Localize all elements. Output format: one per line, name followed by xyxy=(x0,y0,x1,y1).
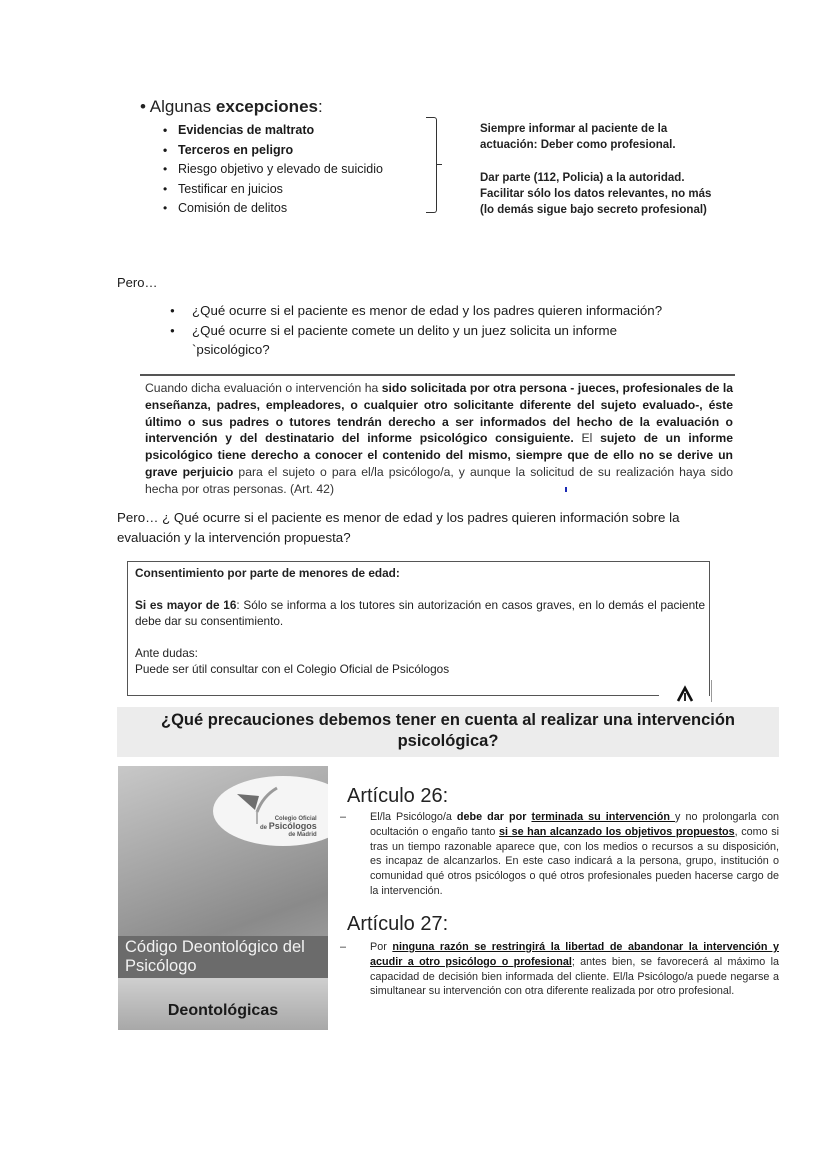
divider xyxy=(140,374,735,376)
exceptions-note-report: Dar parte (112, Policia) a la autoridad. Facilitar sólo los datos relevantes, no más (lo demás sigue bajo secreto profesional) xyxy=(480,172,712,216)
cover-subtitle: Deontológicas xyxy=(167,1002,279,1019)
caret-up-icon xyxy=(675,684,695,704)
pero-question-minors: Pero… ¿ Qué ocurre si el paciente es menor de edad y los padres quieren información sobre la evaluación y la intervención propuesta? xyxy=(117,510,680,545)
stray-mark xyxy=(565,487,567,492)
cover-title: Código Deontológico del Psicólogo xyxy=(125,938,305,975)
bullet: • xyxy=(140,97,146,116)
right-brace xyxy=(426,117,437,213)
book-cover-image xyxy=(118,766,328,1030)
article-42-excerpt: Cuando dicha evaluación o intervención ha sido solicitada por otra persona - jueces, profesionales de la enseñanza, padres, empleadores, o cualquier otro solicitante diferente del sujeto evaluado-, éste último o sus padres o tutores tendrán derecho a ser informados del hecho de la evaluación o intervención y del destinatario del informe psicológico consiguiente. El sujeto de un informe psicológico tiene derecho a conocer el contenido del mismo, siempre que de ello no se derive un grave perjuicio para el sujeto o para el/la psicólogo/a, y aunque la solicitud de su realización haya sido hecha por otras personas. (Art. 42) xyxy=(145,381,734,496)
doubts-text: Puede ser útil consultar con el Colegio Oficial de Psicólogos xyxy=(135,662,450,676)
consent-box-bottom-border xyxy=(127,695,659,696)
exceptions-title: • Algunas excepciones: xyxy=(140,97,323,116)
list-item: ● ¿Qué ocurre si el paciente es menor de edad y los padres quieren información? xyxy=(170,301,690,321)
logo-text: Colegio Oficial de Psicólogos de Madrid xyxy=(260,816,317,838)
list-item: • Evidencias de maltrato xyxy=(163,121,383,141)
exceptions-note-inform: Siempre informar al paciente de la actuación: Deber como profesional. xyxy=(480,123,676,151)
margin-line xyxy=(711,680,712,702)
doubts-label: Ante dudas: xyxy=(135,646,198,660)
list-item: • Riesgo objetivo y elevado de suicidio xyxy=(163,160,383,180)
list-item: • Terceros en peligro xyxy=(163,141,383,161)
article-27-heading: Artículo 27: xyxy=(347,913,449,935)
consent-rule: Si es mayor de 16: Sólo se informa a los tutores sin autorización en casos graves, en lo demás el paciente debe dar su consentimiento. xyxy=(135,598,705,628)
article-26-body: – El/la Psicólogo/a debe dar por terminada su intervención y no prolongarla con ocultación o engaño tanto si se han alcanzado los objetivos propuestos, como si tras un tiempo razonable aparece que, con los medios o recursos a su disposición, es incapaz de alcanzarlos. En este caso indicará a la persona, grupo, institución o comunidad qué otros psicólogos o qué otros profesionales pueden hacerse cargo de la intervención. xyxy=(340,811,779,897)
pero-questions xyxy=(170,301,690,360)
list-item: • Comisión de delitos xyxy=(163,199,383,219)
consent-heading: Consentimiento por parte de menores de edad: xyxy=(135,566,400,580)
exceptions-list xyxy=(163,121,383,219)
list-item: • Testificar en juicios xyxy=(163,180,383,200)
list-item: ● ¿Qué ocurre si el paciente comete un delito y un juez solicita un informe `psicológico? xyxy=(170,321,690,360)
article-26-heading: Artículo 26: xyxy=(347,785,449,807)
precautions-heading: ¿Qué precauciones debemos tener en cuenta al realizar una intervención psicológica? xyxy=(160,711,736,750)
consent-box-content xyxy=(135,565,705,677)
article-27-body: – Por ninguna razón se restringirá la libertad de abandonar la intervención y acudir a otro psicólogo o profesional; antes bien, se favorecerá al máximo la capacidad de decisión bien informada del cliente. El/la Psicólogo/a puede negarse a simultanear su intervención con otra diferente realizada por otro profesional. xyxy=(340,941,779,998)
brace-tip xyxy=(437,164,442,165)
pero-label: Pero… xyxy=(117,275,158,290)
